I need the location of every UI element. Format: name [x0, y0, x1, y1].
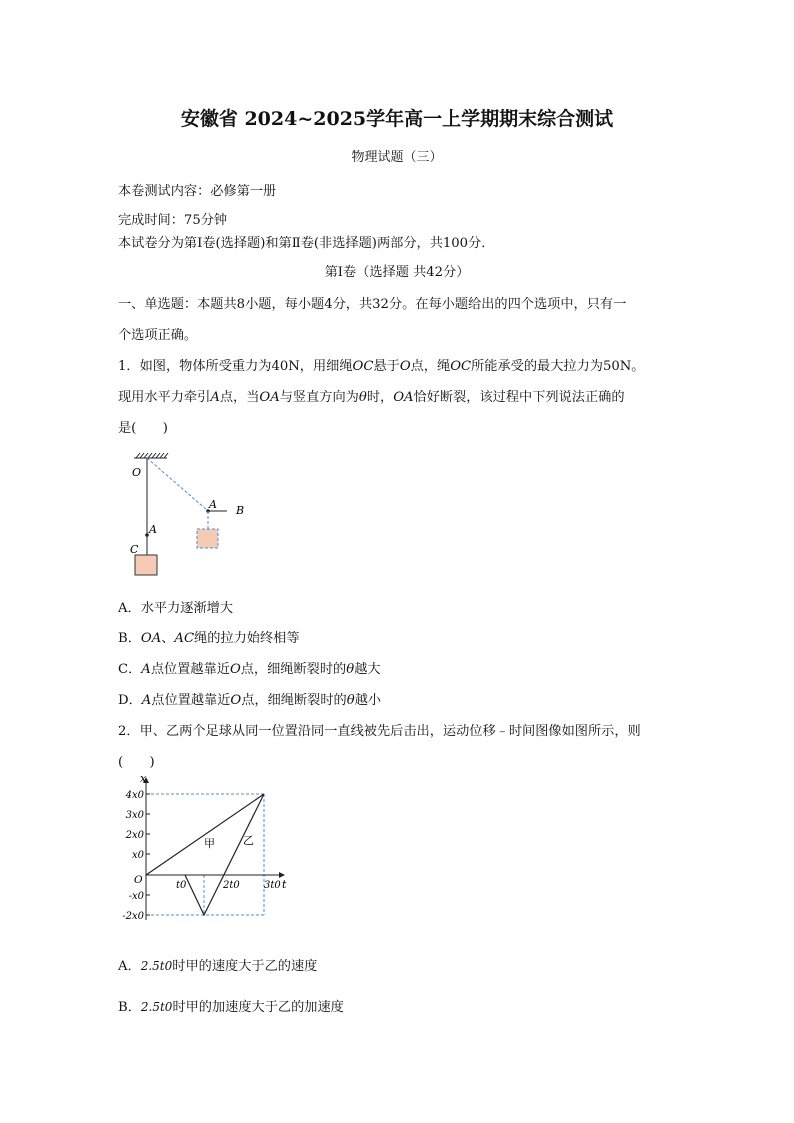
q1-option-c[interactable]: C．A点位置越靠近O点，细绳断裂时的θ越大	[118, 662, 381, 677]
series-jia-label: 甲	[204, 837, 215, 850]
x-tick-label: 2t0	[223, 880, 240, 891]
q2-number: 2．	[118, 724, 140, 739]
q1-option-d[interactable]: D．A点位置越靠近O点，细绳断裂时的θ越小	[118, 693, 382, 708]
q1-stem: 1．如图，物体所受重力为40N，用细绳OC悬于O点，绳OC所能承受的最大拉力为50N。	[118, 359, 645, 374]
q2-stem: 2．甲、乙两个足球从同一位置沿同一直线被先后击出，运动位移﹣时间图像如图所示，则	[118, 724, 641, 739]
y-tick-label: 4x0	[125, 790, 144, 801]
y-axis-label: x	[140, 772, 147, 785]
section-heading: 第Ⅰ卷（选择题 共42分）	[324, 265, 470, 280]
block-c-moved	[197, 529, 218, 548]
q2-bracket: ( )	[118, 755, 155, 770]
q1-stem-line2: 现用水平力牵引A点，当OA与竖直方向为θ时，OA恰好断裂，该过程中下列说法正确的	[118, 390, 625, 405]
block-c	[135, 555, 157, 575]
x-axis-label: t	[282, 878, 287, 891]
q1-stem-line3: 是( )	[118, 421, 168, 436]
section-instruction: 一、单选题：本题共8小题，每小题4分，共32分。在每小题给出的四个选项中，只有一	[118, 297, 627, 312]
y-tick-label: 2x0	[125, 830, 144, 841]
rope-oa-dashed	[147, 458, 208, 511]
label-a: A	[149, 523, 157, 536]
x-tick-label: 3t0	[264, 880, 281, 891]
y-tick-label: -x0	[128, 891, 144, 902]
origin-label: O	[134, 874, 143, 886]
paper-structure: 本试卷分为第Ⅰ卷(选择题)和第Ⅱ卷(非选择题)两部分，共100分．	[118, 236, 495, 251]
q1-diagram	[120, 448, 260, 580]
y-tick-label: 3x0	[125, 810, 144, 821]
label-a-moved: A	[209, 498, 217, 511]
x-tick-label: t0	[176, 880, 187, 891]
q2-option-a[interactable]: A．2.5t0时甲的速度大于乙的速度	[118, 959, 318, 974]
page-title: 安徽省 2024~2025学年高一上学期期末综合测试	[180, 108, 614, 130]
label-b: B	[236, 504, 245, 517]
completion-time: 完成时间：75分钟	[118, 213, 228, 228]
series-yi-label: 乙	[243, 834, 254, 847]
q1-option-a[interactable]: A．水平力逐渐增大	[118, 601, 234, 616]
q1-option-b[interactable]: B．OA、AC绳的拉力始终相等	[118, 631, 300, 646]
series-yi-line	[185, 794, 264, 915]
section-instruction-cont: 个选项正确。	[118, 328, 198, 343]
q1-number: 1．	[118, 359, 140, 374]
q2-xt-graph	[112, 772, 297, 924]
label-c: C	[130, 543, 139, 556]
label-o: O	[132, 466, 142, 479]
q2-option-b[interactable]: B．2.5t0时甲的加速度大于乙的加速度	[118, 1000, 344, 1015]
y-tick-label: -2x0	[122, 911, 144, 922]
ceiling-hatch	[134, 453, 168, 458]
guide-lines	[146, 794, 264, 915]
page-subtitle: 物理试题（三）	[351, 150, 443, 165]
test-content: 本卷测试内容：必修第一册	[118, 184, 277, 199]
y-tick-label: x0	[131, 850, 144, 861]
